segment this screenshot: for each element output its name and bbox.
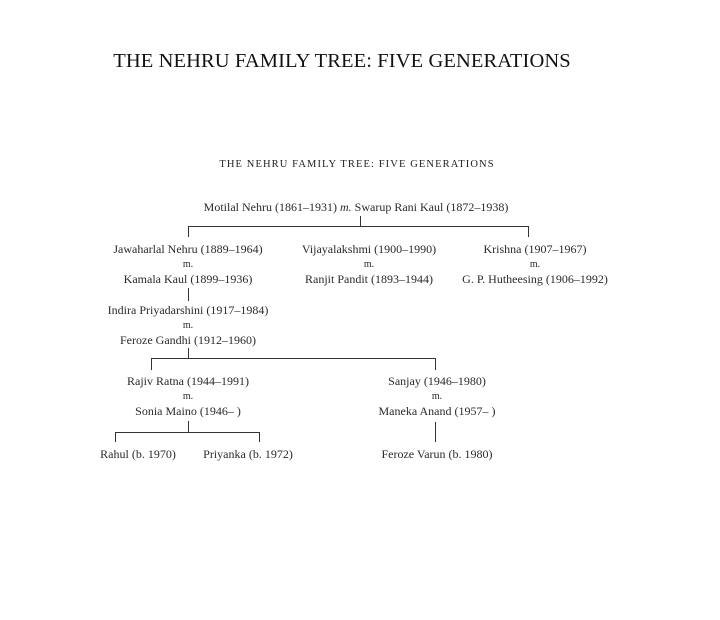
person-name: Sanjay (1946–1980) xyxy=(388,374,486,388)
node-rajiv-sonia xyxy=(127,374,249,419)
node-feroze-varun xyxy=(381,447,492,462)
person-name: Rahul (b. 1970) xyxy=(100,447,176,461)
connector-line xyxy=(188,348,189,358)
connector-line xyxy=(188,226,529,227)
spouse-name: Sonia Maino (1946– ) xyxy=(135,404,241,418)
node-rahul xyxy=(100,447,176,462)
connector-line xyxy=(151,358,152,370)
married-marker: m. xyxy=(182,320,194,331)
node-indira-feroze xyxy=(108,303,269,348)
connector-line xyxy=(115,432,260,433)
connector-line xyxy=(528,226,529,237)
connector-line xyxy=(115,432,116,442)
spouse-name: G. P. Hutheesing (1906–1992) xyxy=(462,272,608,286)
connector-line xyxy=(151,358,436,359)
spouse-name: Maneka Anand (1957– ) xyxy=(378,404,496,418)
person-name: Rajiv Ratna (1944–1991) xyxy=(127,374,249,388)
person-name: Indira Priyadarshini (1917–1984) xyxy=(107,303,269,317)
node-vijayalakshmi-ranjit xyxy=(302,242,436,287)
connector-line xyxy=(188,421,189,432)
connector-line xyxy=(360,216,361,226)
spouse-name: Ranjit Pandit (1893–1944) xyxy=(304,272,433,286)
person-name: Priyanka (b. 1972) xyxy=(203,447,293,461)
married-marker: m. xyxy=(339,200,355,214)
married-marker: m. xyxy=(182,259,194,270)
married-marker: m. xyxy=(363,259,375,270)
connector-line xyxy=(188,288,189,301)
page-title: THE NEHRU FAMILY TREE: FIVE GENERATIONS xyxy=(113,50,571,72)
person-name: Krishna (1907–1967) xyxy=(483,242,587,256)
person-name: Feroze Varun (b. 1980) xyxy=(381,447,493,461)
married-marker: m. xyxy=(431,391,443,402)
spouse-name: Feroze Gandhi (1912–1960) xyxy=(120,333,256,347)
person-name: Motilal Nehru (1861–1931) xyxy=(203,200,340,214)
married-marker: m. xyxy=(182,391,194,402)
node-jawaharlal-kamala xyxy=(113,242,262,287)
person-name: Jawaharlal Nehru (1889–1964) xyxy=(113,242,263,256)
connector-line xyxy=(188,226,189,237)
node-krishna-hutheesing xyxy=(462,242,608,287)
spouse-name: Swarup Rani Kaul (1872–1938) xyxy=(354,200,509,214)
diagram-subtitle: THE NEHRU FAMILY TREE: FIVE GENERATIONS xyxy=(219,159,495,170)
connector-line xyxy=(435,422,436,442)
node-priyanka xyxy=(203,447,293,462)
connector-line xyxy=(435,358,436,370)
connector-line xyxy=(259,432,260,442)
spouse-name: Kamala Kaul (1899–1936) xyxy=(123,272,253,286)
person-name: Vijayalakshmi (1900–1990) xyxy=(301,242,437,256)
node-motilal-swarup xyxy=(204,200,509,215)
node-sanjay-maneka xyxy=(379,374,496,419)
married-marker: m. xyxy=(529,259,541,270)
